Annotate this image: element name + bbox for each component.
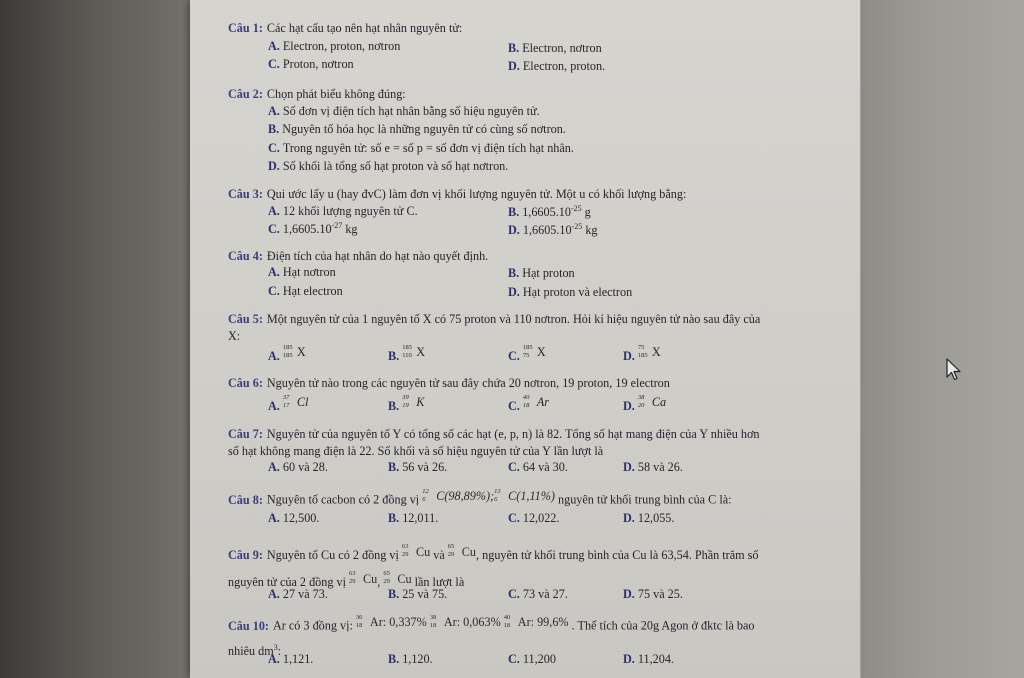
question-stem: Qui ước lấy u (hay đvC) làm đơn vị khối lượng nguyên tử. Một u có khối lượng bằng:	[266, 187, 687, 201]
option-a: A. Số đơn vị điện tích hạt nhân bằng số hiệu nguyên tử.	[268, 104, 540, 118]
option-d: D. 75 và 25.	[623, 587, 683, 601]
isotope-cu63: 63 29 Cu	[401, 543, 431, 559]
option-b: B. Electron, nơtron	[508, 41, 602, 55]
option-a: A. 60 và 28.	[268, 460, 328, 474]
option-c: C. 40 18 Ar	[508, 393, 550, 413]
option-b: B. 25 và 75.	[388, 587, 448, 601]
option-d: D. Electron, proton.	[508, 59, 606, 73]
question-4	[228, 248, 828, 265]
isotope-ar38: 38 18 Ar : 0,063%	[429, 613, 501, 629]
isotope-ar36: 36 18 Ar : 0,337%	[355, 613, 427, 629]
question-label: Câu 8:	[228, 492, 263, 507]
option-d: D. 11,204.	[623, 652, 674, 666]
question-label: Câu 3:	[228, 187, 263, 201]
isotope-c13: 13 6 C (1,11%)	[494, 487, 555, 503]
question-stem: Nguyên tử của nguyên tố Y có tổng số các hạt (e, p, n) là 82. Tổng số hạt mang điện của Y nhiều hơn	[266, 427, 760, 441]
nuclide-symbol: 38 20 Ca	[637, 393, 667, 409]
question-stem-line2: số hạt không mang điện là 22. Số khối và số hiệu nguyên tử của Y lần lượt là	[228, 444, 604, 458]
question-3	[228, 186, 828, 203]
option-b: B. 56 và 26.	[388, 460, 448, 474]
question-stem: Một nguyên tử của 1 nguyên tố X có 75 proton và 110 nơtron. Hỏi kí hiệu nguyên tử nào sau đây của	[266, 312, 761, 326]
option-d: D. Hạt proton và electron	[508, 285, 633, 299]
nuclide-symbol: 37 17 Cl	[282, 393, 309, 409]
nuclide-symbol: 185 185 X	[282, 343, 306, 359]
option-c: C. 185 75 X	[508, 343, 546, 363]
question-stem-line2: X:	[228, 329, 241, 343]
nuclide-symbol: 40 18 Ar	[522, 393, 550, 409]
question-label: Câu 4:	[228, 249, 263, 263]
option-d: D. 58 và 26.	[623, 460, 683, 474]
mouse-pointer-icon	[945, 358, 963, 382]
option-a: A. 12 khối lượng nguyên tử C.	[268, 204, 418, 218]
question-stem: Nguyên tử nào trong các nguyên tử sau đây chứa 20 nơtron, 19 proton, 19 electron	[266, 376, 670, 390]
question-8: Câu 8: Nguyên tố cacbon có 2 đồng vị 12 6 C (98,89%); 13 6 C (1,11%) nguyên tử khối trung bình của C là:	[228, 487, 732, 507]
question-9: Câu 9: Nguyên tố Cu có 2 đồng vị 63 29 Cu và 65 29 Cu , nguyên tử khối trung bình của Cu là 63,54. Phần trăm số nguyên tử của 2 đồng vị 63 29 Cu , 65 29 Cu lần lượt là	[228, 540, 828, 594]
option-c: C. 11,200	[508, 652, 556, 666]
option-b: B. 185 110 X	[388, 343, 425, 363]
option-a: A. 37 17 Cl	[268, 393, 309, 413]
exam-paper	[190, 0, 860, 678]
question-label: Câu 6:	[228, 376, 263, 390]
question-stem: Chọn phát biểu không đúng:	[266, 87, 406, 101]
option-a: A. 1,121.	[268, 652, 314, 666]
option-c: C. Trong nguyên tử: số e = số p = số đơn vị điện tích hạt nhân.	[268, 141, 574, 155]
option-a: A. Electron, proton, nơtron	[268, 39, 401, 53]
isotope-cu65: 65 29 Cu	[447, 543, 477, 559]
question-stem: Điện tích của hạt nhân do hạt nào quyết định.	[266, 249, 489, 263]
question-10: Câu 10: Ar có 3 đồng vị: 36 18 Ar : 0,337% 38 18 Ar : 0,063% 40 18 Ar : 99,6% . Thể tích của 20g Agon ở đktc là bao nhiêu $dm^3$:	[228, 613, 755, 658]
question-label: Câu 9:	[228, 548, 263, 562]
option-c: C. $1,6605.10^{-27}$ kg	[268, 221, 358, 237]
option-a: A. 185 185 X	[268, 343, 306, 363]
option-a: A. 27 và 73.	[268, 587, 328, 601]
option-d: D. $1,6605.10^{-25}$ kg	[508, 222, 598, 238]
question-label: Câu 10:	[228, 618, 269, 633]
question-label: Câu 1:	[228, 21, 263, 35]
option-a: A. Hạt nơtron	[268, 265, 336, 279]
question-1	[228, 20, 828, 37]
option-a: A. 12,500.	[268, 511, 320, 525]
option-c: C. 64 và 30.	[508, 460, 568, 474]
question-label: Câu 5:	[228, 312, 263, 326]
question-6	[228, 375, 828, 392]
question-2	[228, 86, 828, 103]
option-d: D. 38 20 Ca	[623, 393, 667, 413]
isotope-ar40: 40 18 Ar : 99,6%	[503, 613, 569, 629]
option-b: B. Hạt proton	[508, 266, 575, 280]
question-stem: Các hạt cấu tạo nên hạt nhân nguyên tử:	[266, 21, 463, 35]
nuclide-symbol: 185 75 X	[522, 343, 546, 359]
option-d: D. Số khối là tổng số hạt proton và số hạt nơtron.	[268, 159, 509, 173]
question-label: Câu 7:	[228, 427, 263, 441]
option-c: C. 73 và 27.	[508, 587, 568, 601]
option-b: B. 1,120.	[388, 652, 433, 666]
option-d: D. 75 185 X	[623, 343, 661, 363]
option-c: C. Hạt electron	[268, 284, 343, 298]
nuclide-symbol: 39 19 K	[402, 393, 425, 409]
option-b: B. $1,6605.10^{-25}$ g	[508, 204, 591, 220]
option-b: B. 12,011.	[388, 511, 439, 525]
isotope-cu65: 65 29 Cu	[383, 570, 412, 586]
option-c: C. 12,022.	[508, 511, 560, 525]
question-label: Câu 2:	[228, 87, 263, 101]
option-b: B. 39 19 K	[388, 393, 425, 413]
option-b: B. Nguyên tố hóa học là những nguyên tử có cùng số nơtron.	[268, 122, 566, 136]
isotope-cu63: 63 29 Cu	[349, 570, 378, 586]
option-c: C. Proton, nơtron	[268, 57, 354, 71]
question-5	[228, 311, 828, 345]
isotope-c12: 12 6 C (98,89%);	[422, 487, 495, 503]
option-d: D. 12,055.	[623, 511, 675, 525]
nuclide-symbol: 75 185 X	[637, 343, 661, 359]
question-7	[228, 426, 828, 460]
nuclide-symbol: 185 110 X	[402, 343, 425, 359]
